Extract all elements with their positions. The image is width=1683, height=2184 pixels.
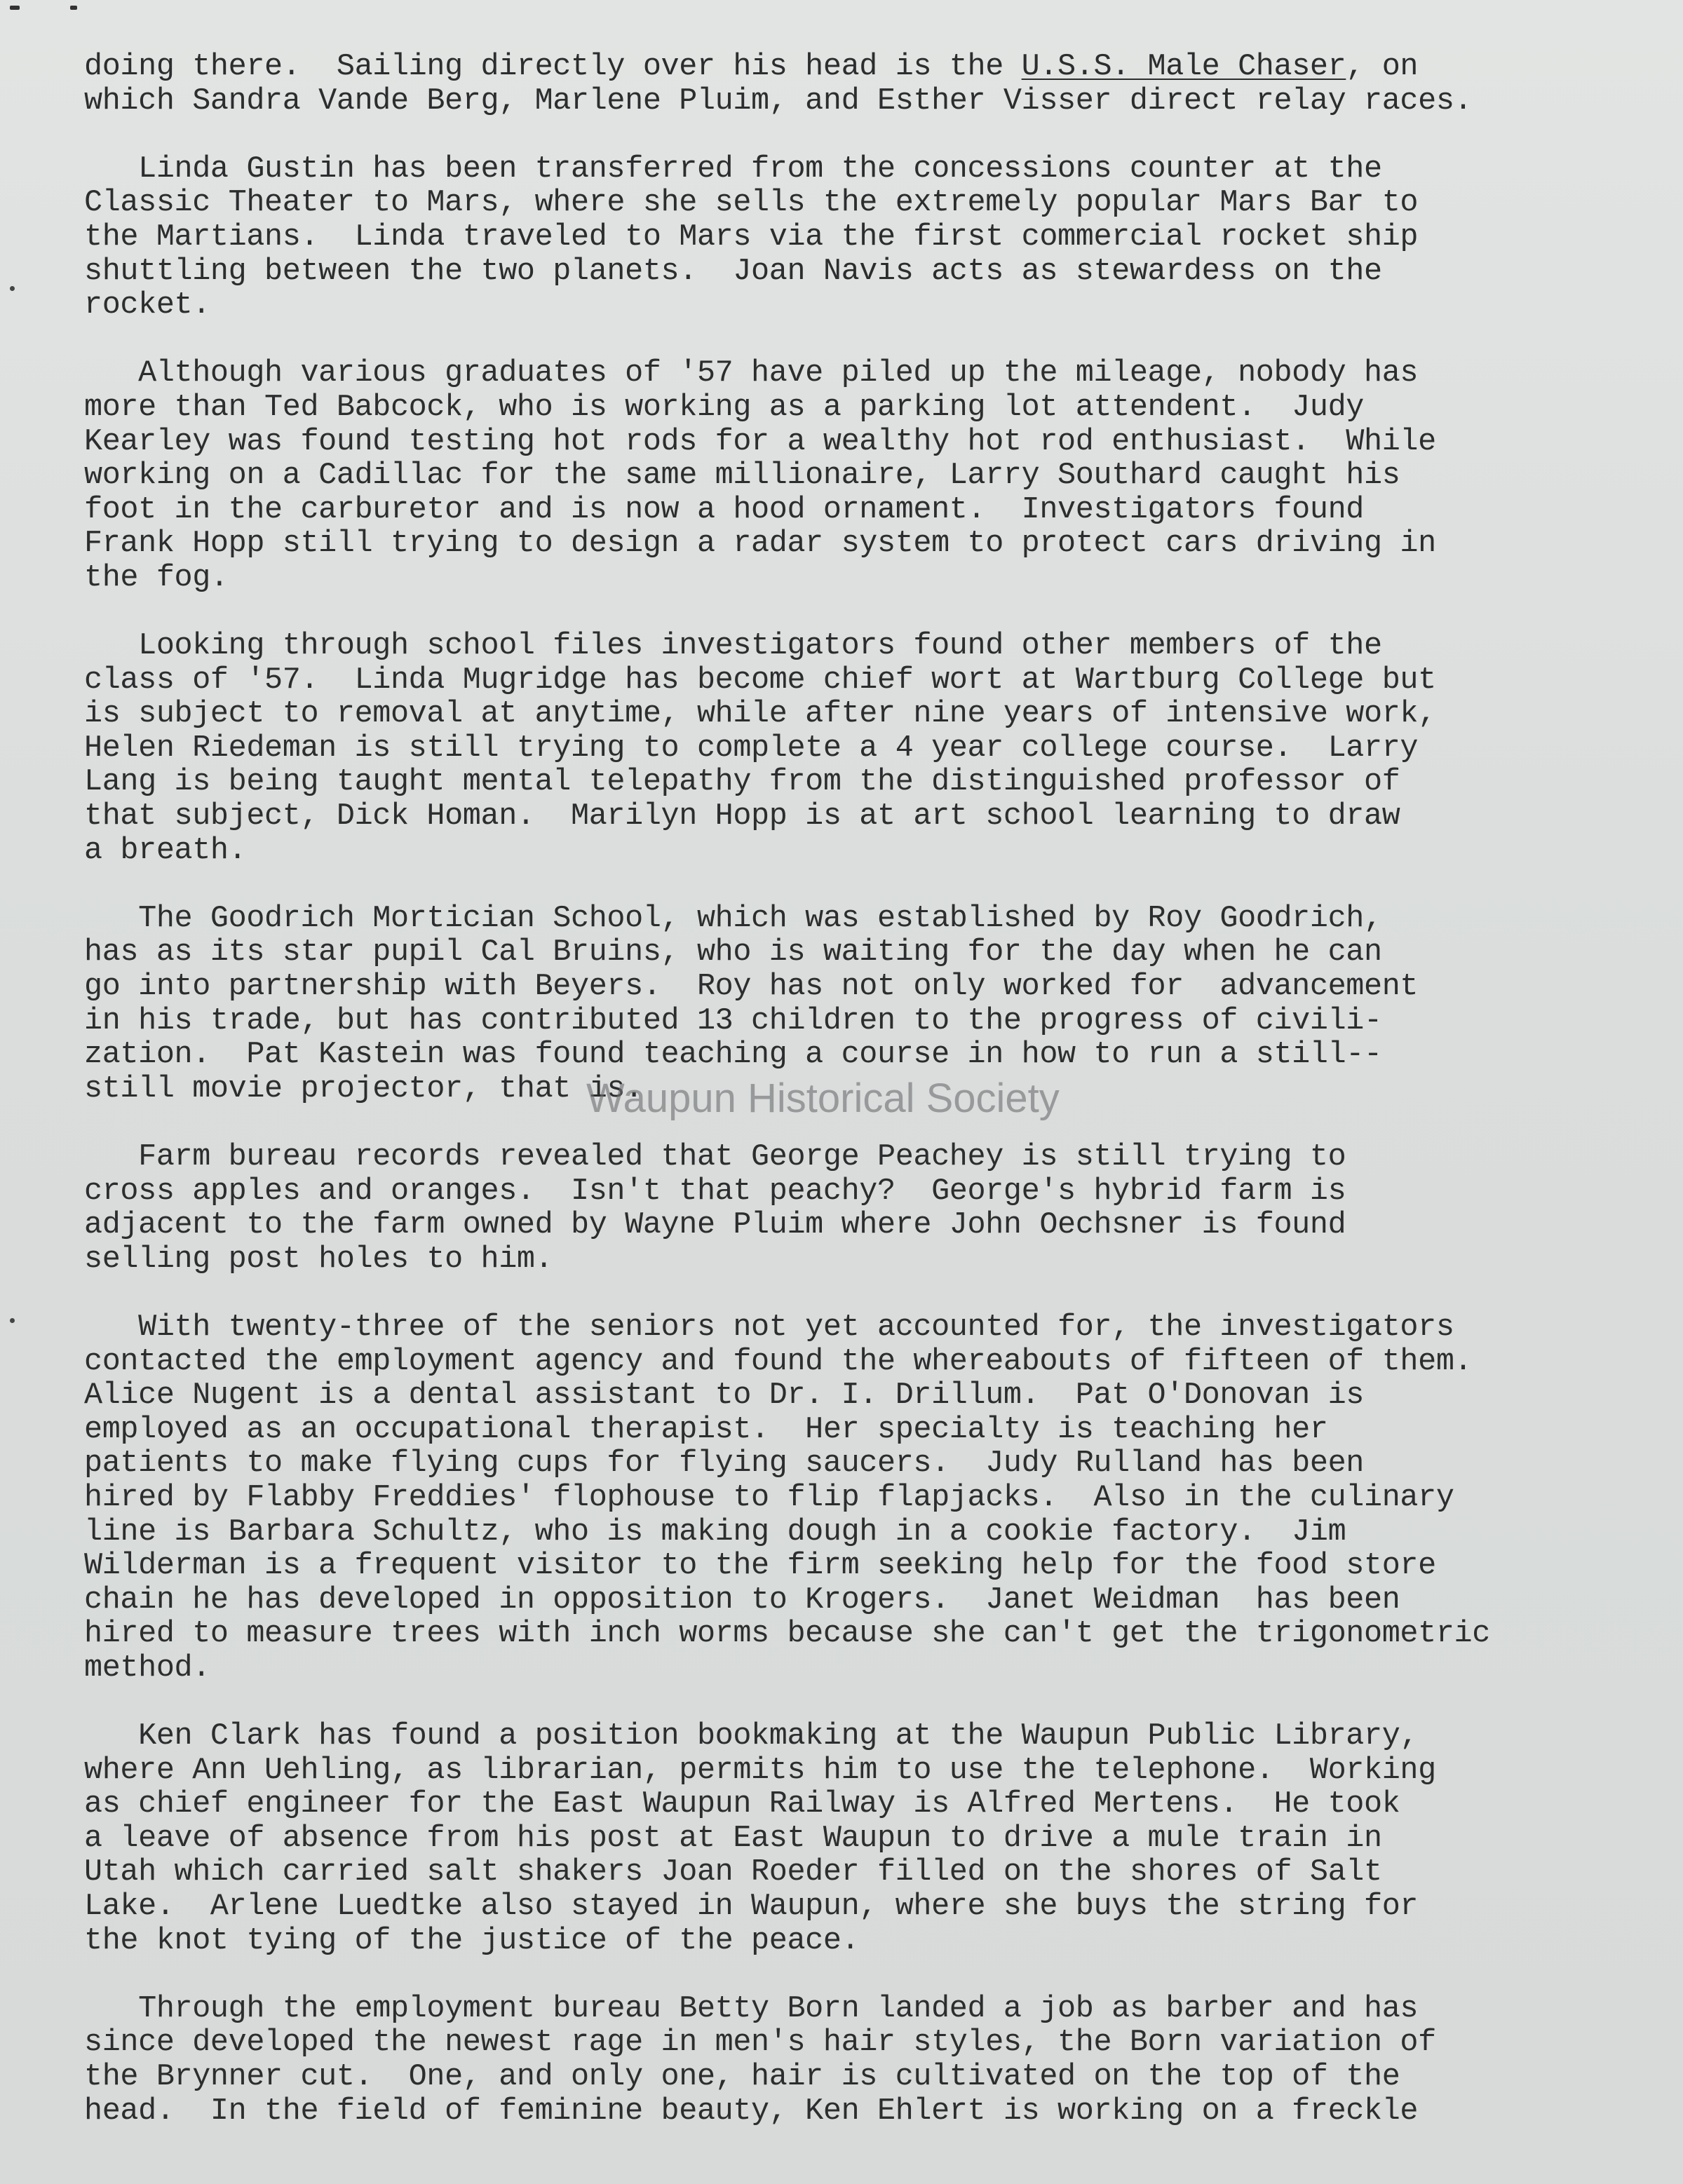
edge-mark bbox=[10, 6, 20, 10]
text-line: class of '57. Linda Mugridge has become chief wort at Wartburg College but bbox=[84, 663, 1436, 698]
text-line: more than Ted Babcock, who is working as a parking lot attendent. Judy bbox=[84, 390, 1365, 425]
paragraph bbox=[84, 50, 1676, 118]
text-line: the Martians. Linda traveled to Mars via the first commercial rocket ship bbox=[84, 219, 1419, 255]
text-line: head. In the field of feminine beauty, Ken Ehlert is working on a freckle bbox=[84, 2094, 1419, 2129]
text-line: the Brynner cut. One, and only one, hair is cultivated on the top of the bbox=[84, 2060, 1400, 2095]
text-line: the fog. bbox=[84, 560, 229, 595]
text-line: adjacent to the farm owned by Wayne Pluim where John Oechsner is found bbox=[84, 1208, 1346, 1243]
text-line: the knot tying of the justice of the peace. bbox=[84, 1923, 860, 1958]
text-line: Farm bureau records revealed that George Peachey is still trying to bbox=[84, 1140, 1346, 1174]
text-line: cross apples and oranges. Isn't that peachy? George's hybrid farm is bbox=[84, 1174, 1346, 1209]
punch-hole-mark bbox=[10, 286, 15, 291]
text-line: shuttling between the two planets. Joan Navis acts as stewardess on the bbox=[84, 254, 1382, 289]
text-line: Linda Gustin has been transferred from the concessions counter at the bbox=[84, 151, 1382, 186]
paragraph bbox=[84, 153, 1676, 323]
text-line: working on a Cadillac for the same millionaire, Larry Southard caught his bbox=[84, 459, 1400, 494]
text-line: rocket. bbox=[84, 288, 210, 323]
punch-hole-mark bbox=[10, 1318, 15, 1323]
text-line: selling post holes to him. bbox=[84, 1242, 553, 1277]
text-line: Kearley was found testing hot rods for a wealthy hot rod enthusiast. While bbox=[84, 424, 1436, 459]
text-line: Although various graduates of '57 have piled up the mileage, nobody has bbox=[84, 356, 1419, 391]
text-line: Lake. Arlene Luedtke also stayed in Waupun, where she buys the string for bbox=[84, 1890, 1419, 1925]
text-line: has as its star pupil Cal Bruins, who is waiting for the day when he can bbox=[84, 935, 1382, 970]
text-line: foot in the carburetor and is now a hood ornament. Investigators found bbox=[84, 492, 1365, 527]
text-line: The Goodrich Mortician School, which was established by Roy Goodrich, bbox=[84, 901, 1382, 936]
watermark: Waupun Historical Society bbox=[586, 1076, 1060, 1121]
text-line: With twenty-three of the seniors not yet accounted for, the investigators bbox=[84, 1310, 1454, 1345]
text-line: chain he has developed in opposition to Krogers. Janet Weidman has been bbox=[84, 1582, 1400, 1617]
text-line: line is Barbara Schultz, who is making dough in a cookie factory. Jim bbox=[84, 1514, 1346, 1549]
paragraph bbox=[84, 1720, 1676, 1958]
text-line: hired to measure trees with inch worms because she can't get the trigonometric bbox=[84, 1617, 1490, 1652]
text-line: Frank Hopp still trying to design a radar system to protect cars driving in bbox=[84, 527, 1436, 562]
text-segment: doing there. Sailing directly over his head is the bbox=[84, 50, 1022, 84]
paragraph bbox=[84, 1311, 1676, 1686]
text-line: a leave of absence from his post at East Waupun to drive a mule train in bbox=[84, 1821, 1382, 1856]
text-line: hired by Flabby Freddies' flophouse to flip flapjacks. Also in the culinary bbox=[84, 1480, 1454, 1515]
text-line: zation. Pat Kastein was found teaching a course in how to run a still-- bbox=[84, 1038, 1382, 1073]
text-line: Utah which carried salt shakers Joan Roeder filled on the shores of Salt bbox=[84, 1855, 1382, 1890]
text-line: in his trade, but has contributed 13 children to the progress of civili- bbox=[84, 1003, 1382, 1038]
text-line: contacted the employment agency and found the whereabouts of fifteen of them. bbox=[84, 1344, 1473, 1379]
text-line: Ken Clark has found a position bookmaking at the Waupun Public Library, bbox=[84, 1719, 1419, 1754]
underlined-ship-name: U.S.S. Male Chaser bbox=[1021, 50, 1346, 84]
text-line: which Sandra Vande Berg, Marlene Pluim, and Esther Visser direct relay races. bbox=[84, 83, 1473, 118]
paragraph bbox=[84, 630, 1676, 868]
text-line: Looking through school files investigators found other members of the bbox=[84, 629, 1382, 664]
text-line: Alice Nugent is a dental assistant to Dr. I. Drillum. Pat O'Donovan is bbox=[84, 1378, 1365, 1413]
text-line: is subject to removal at anytime, while after nine years of intensive work, bbox=[84, 697, 1436, 732]
text-segment: , on bbox=[1346, 50, 1419, 84]
text-line: as chief engineer for the East Waupun Railway is Alfred Mertens. He took bbox=[84, 1787, 1400, 1822]
text-line: a breath. bbox=[84, 833, 247, 868]
edge-mark bbox=[70, 6, 77, 10]
text-line: that subject, Dick Homan. Marilyn Hopp is at art school learning to draw bbox=[84, 799, 1400, 834]
paragraph bbox=[84, 357, 1676, 595]
text-line: Helen Riedeman is still trying to complete a 4 year college course. Larry bbox=[84, 731, 1419, 766]
text-line: Wilderman is a frequent visitor to the firm seeking help for the food store bbox=[84, 1549, 1436, 1584]
text-line: employed as an occupational therapist. Her specialty is teaching her bbox=[84, 1412, 1328, 1447]
text-line: go into partnership with Beyers. Roy has not only worked for advancement bbox=[84, 970, 1419, 1005]
text-line: patients to make flying cups for flying saucers. Judy Rulland has been bbox=[84, 1446, 1365, 1481]
text-line: Through the employment bureau Betty Born landed a job as barber and has bbox=[84, 1991, 1419, 2026]
text-line: still movie projector, that is. bbox=[84, 1071, 643, 1106]
paragraph bbox=[84, 1141, 1676, 1277]
text-line: since developed the newest rage in men's hair styles, the Born variation of bbox=[84, 2026, 1436, 2061]
text-line: Lang is being taught mental telepathy from the distinguished professor of bbox=[84, 765, 1400, 800]
text-line bbox=[84, 50, 1676, 85]
text-line: method. bbox=[84, 1650, 210, 1686]
paragraph bbox=[84, 1993, 1676, 2129]
text-line: where Ann Uehling, as librarian, permits him to use the telephone. Working bbox=[84, 1753, 1436, 1788]
text-line: Classic Theater to Mars, where she sells the extremely popular Mars Bar to bbox=[84, 186, 1419, 221]
